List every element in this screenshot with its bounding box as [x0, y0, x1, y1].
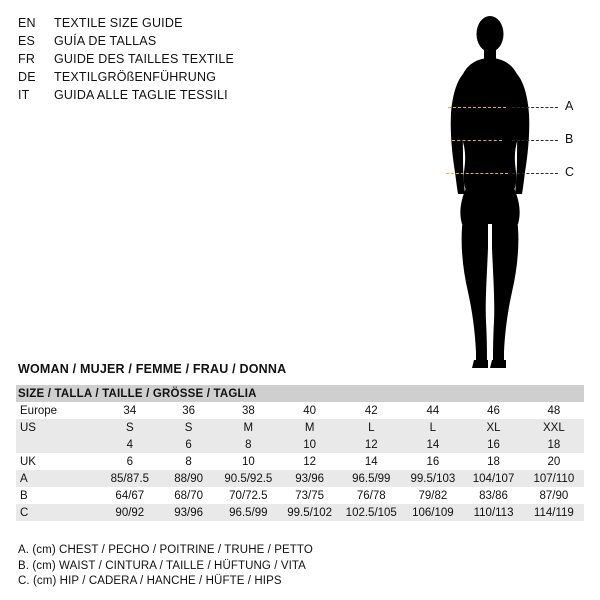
- cell: 14: [340, 453, 402, 470]
- cell: 85/87.5: [100, 470, 160, 487]
- table-row: [16, 504, 584, 521]
- cell: 68/70: [160, 487, 218, 504]
- table-row: [16, 436, 584, 453]
- measure-line-chest: [448, 107, 506, 108]
- table-row: [16, 402, 584, 419]
- language-title: TEXTILE SIZE GUIDE: [54, 16, 183, 30]
- cell: 18: [463, 453, 523, 470]
- language-title: GUÍA DE TALLAS: [54, 34, 157, 48]
- cell: 40: [279, 402, 340, 419]
- measure-leader-hip: [512, 173, 558, 174]
- cell: 99.5/103: [402, 470, 463, 487]
- row-label: UK: [16, 453, 100, 470]
- cell: 76/78: [340, 487, 402, 504]
- language-row: [18, 68, 318, 86]
- cell: 70/72.5: [218, 487, 280, 504]
- cell: S: [100, 419, 160, 436]
- cell: XL: [463, 419, 523, 436]
- language-title: GUIDA ALLE TAGLIE TESSILI: [54, 88, 228, 102]
- table-row: [16, 470, 584, 487]
- cell: 88/90: [160, 470, 218, 487]
- language-row: [18, 14, 318, 32]
- cell: 102.5/105: [340, 504, 402, 521]
- table-row: [16, 487, 584, 504]
- cell: 18: [524, 436, 584, 453]
- language-row: [18, 86, 318, 104]
- cell: 64/67: [100, 487, 160, 504]
- row-label: C: [16, 504, 100, 521]
- language-code: ES: [18, 34, 36, 48]
- cell: 14: [402, 436, 463, 453]
- size-table: [16, 385, 584, 521]
- table-header-label: SIZE / TALLA / TAILLE / GRÖSSE / TAGLIA: [16, 385, 584, 402]
- language-row: [18, 50, 318, 68]
- cell: 20: [524, 453, 584, 470]
- measure-label-c: C: [565, 165, 575, 179]
- measurement-legend: [18, 543, 578, 590]
- table-header-row: [16, 385, 584, 402]
- cell: 44: [402, 402, 463, 419]
- cell: 96.5/99: [218, 504, 280, 521]
- measure-label-b: B: [565, 132, 574, 146]
- cell: 38: [218, 402, 280, 419]
- table-caption: WOMAN / MUJER / FEMME / FRAU / DONNA: [18, 362, 287, 376]
- cell: 12: [279, 453, 340, 470]
- female-body-silhouette-icon: [430, 8, 550, 378]
- cell: 16: [402, 453, 463, 470]
- measure-line-hip: [446, 173, 508, 174]
- cell: 8: [218, 436, 280, 453]
- cell: XXL: [524, 419, 584, 436]
- cell: L: [340, 419, 402, 436]
- language-code: FR: [18, 52, 36, 66]
- cell: 79/82: [402, 487, 463, 504]
- measure-leader-chest: [512, 107, 558, 108]
- cell: 99.5/102: [279, 504, 340, 521]
- table-row: [16, 453, 584, 470]
- cell: 106/109: [402, 504, 463, 521]
- row-label: US: [16, 419, 100, 436]
- female-figure-diagram: [400, 8, 590, 378]
- row-label: B: [16, 487, 100, 504]
- cell: 83/86: [463, 487, 523, 504]
- cell: 36: [160, 402, 218, 419]
- table-row: [16, 419, 584, 436]
- cell: 42: [340, 402, 402, 419]
- row-label: [16, 436, 100, 453]
- cell: 93/96: [279, 470, 340, 487]
- cell: 96.5/99: [340, 470, 402, 487]
- legend-row-c: C. (cm) HIP / CADERA / HANCHE / HÜFTE / HIPS: [18, 575, 282, 587]
- cell: 12: [340, 436, 402, 453]
- cell: 104/107: [463, 470, 523, 487]
- row-label: Europe: [16, 402, 100, 419]
- language-list: [18, 14, 318, 104]
- cell: 90.5/92.5: [218, 470, 280, 487]
- cell: 10: [279, 436, 340, 453]
- cell: 6: [160, 436, 218, 453]
- cell: 73/75: [279, 487, 340, 504]
- cell: 16: [463, 436, 523, 453]
- cell: 114/119: [524, 504, 584, 521]
- cell: 87/90: [524, 487, 584, 504]
- language-code: IT: [18, 88, 30, 102]
- cell: 46: [463, 402, 523, 419]
- cell: S: [160, 419, 218, 436]
- language-title: TEXTILGRÖßENFÜHRUNG: [54, 70, 217, 84]
- language-code: EN: [18, 16, 36, 30]
- cell: 4: [100, 436, 160, 453]
- cell: 107/110: [524, 470, 584, 487]
- language-title: GUIDE DES TAILLES TEXTILE: [54, 52, 235, 66]
- cell: 8: [160, 453, 218, 470]
- cell: 93/96: [160, 504, 218, 521]
- language-row: [18, 32, 318, 50]
- legend-row-b: B. (cm) WAIST / CINTURA / TAILLE / HÜFTUNG / VITA: [18, 559, 306, 572]
- cell: 10: [218, 453, 280, 470]
- measure-label-a: A: [565, 99, 574, 113]
- language-code: DE: [18, 70, 36, 84]
- legend-row-a: A. (cm) CHEST / PECHO / POITRINE / TRUHE / PETTO: [18, 544, 313, 556]
- cell: M: [218, 419, 280, 436]
- cell: L: [402, 419, 463, 436]
- cell: 6: [100, 453, 160, 470]
- cell: 110/113: [463, 504, 523, 521]
- cell: 90/92: [100, 504, 160, 521]
- row-label: A: [16, 470, 100, 487]
- measure-leader-waist: [512, 140, 558, 141]
- cell: M: [279, 419, 340, 436]
- cell: 34: [100, 402, 160, 419]
- cell: 48: [524, 402, 584, 419]
- measure-line-waist: [452, 140, 502, 141]
